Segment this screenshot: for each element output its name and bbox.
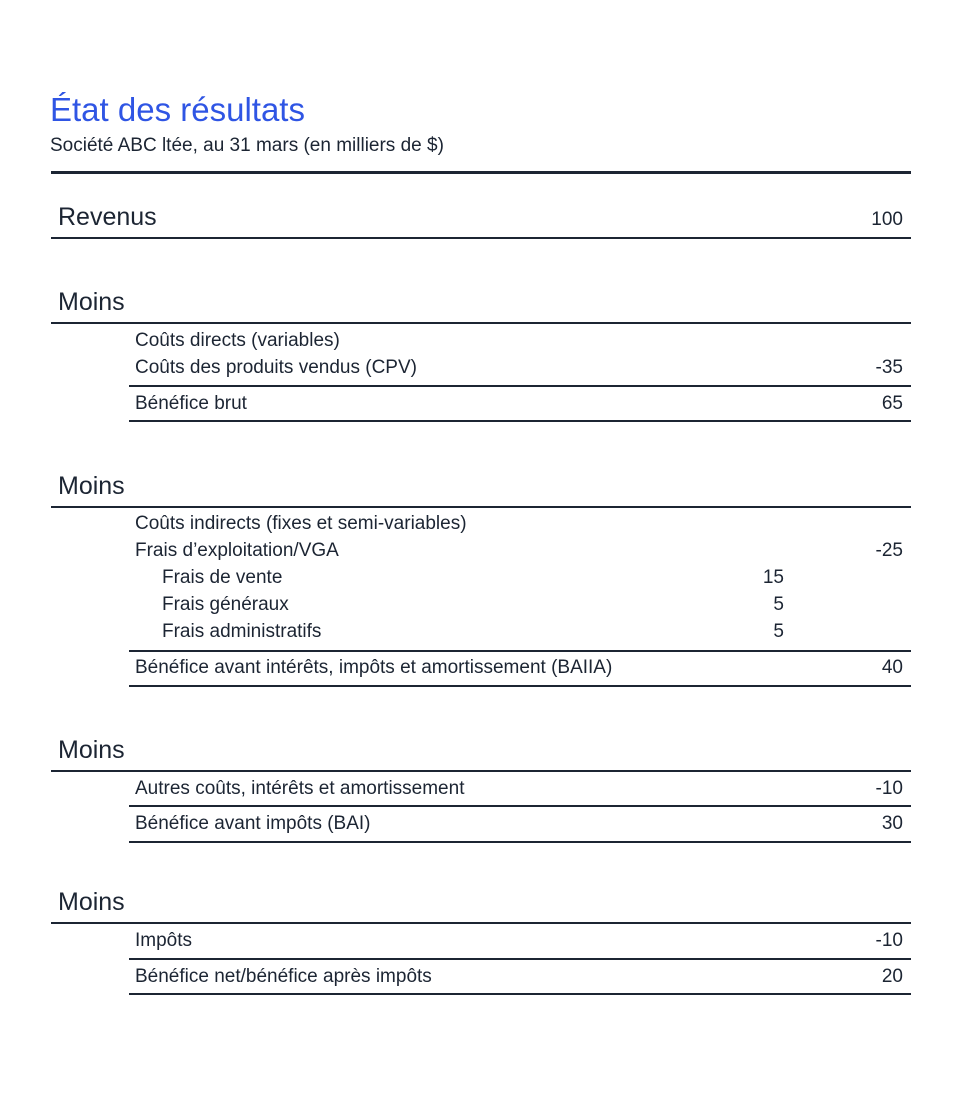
sub-item-label: Frais administratifs bbox=[162, 621, 322, 642]
header-divider bbox=[51, 171, 911, 174]
section2-line2-value: -25 bbox=[875, 540, 903, 561]
section4-end-divider bbox=[129, 993, 911, 995]
section4-line1-value: -10 bbox=[875, 930, 903, 951]
sub-item-label: Frais généraux bbox=[162, 594, 289, 615]
sub-item-value: 5 bbox=[773, 594, 784, 615]
section1-total-label: Bénéfice brut bbox=[135, 393, 247, 414]
sub-item-value: 5 bbox=[773, 621, 784, 642]
section2-total-label: Bénéfice avant intérêts, impôts et amortissement (BAIIA) bbox=[135, 657, 613, 678]
page-title: État des résultats bbox=[50, 91, 305, 128]
section2-mid-divider bbox=[129, 650, 911, 652]
page-subtitle: Société ABC ltée, au 31 mars (en milliers de $) bbox=[50, 135, 444, 156]
section3-head-divider bbox=[51, 770, 911, 772]
section1-line2: Coûts des produits vendus (CPV) bbox=[135, 357, 417, 378]
section3-end-divider bbox=[129, 841, 911, 843]
section4-head-divider bbox=[51, 922, 911, 924]
section2-line2: Frais d’exploitation/VGA bbox=[135, 540, 339, 561]
section1-mid-divider bbox=[129, 385, 911, 387]
revenus-label: Revenus bbox=[58, 203, 157, 231]
sub-item-value: 15 bbox=[762, 567, 784, 588]
section4-total-value: 20 bbox=[881, 966, 903, 987]
section1-heading: Moins bbox=[58, 288, 125, 316]
section2-head-divider bbox=[51, 506, 911, 508]
section2-heading: Moins bbox=[58, 472, 125, 500]
section4-total-label: Bénéfice net/bénéfice après impôts bbox=[135, 966, 432, 987]
revenus-value: 100 bbox=[871, 209, 903, 230]
sub-item-label: Frais de vente bbox=[162, 567, 283, 588]
revenus-divider bbox=[51, 237, 911, 239]
section1-total-value: 65 bbox=[881, 393, 903, 414]
section4-line1: Impôts bbox=[135, 930, 193, 951]
section1-line1: Coûts directs (variables) bbox=[135, 330, 340, 351]
section1-end-divider bbox=[129, 420, 911, 422]
section3-heading: Moins bbox=[58, 736, 125, 764]
section1-head-divider bbox=[51, 322, 911, 324]
section2-end-divider bbox=[129, 685, 911, 687]
section1-line2-value: -35 bbox=[875, 357, 903, 378]
section4-heading: Moins bbox=[58, 888, 125, 916]
section3-total-label: Bénéfice avant impôts (BAI) bbox=[135, 813, 371, 834]
section3-line1: Autres coûts, intérêts et amortissement bbox=[135, 778, 465, 799]
section3-line1-value: -10 bbox=[875, 778, 903, 799]
section4-mid-divider bbox=[129, 958, 911, 960]
section3-total-value: 30 bbox=[881, 813, 903, 834]
section3-mid-divider bbox=[129, 805, 911, 807]
section2-line1: Coûts indirects (fixes et semi-variables) bbox=[135, 513, 467, 534]
section2-total-value: 40 bbox=[881, 657, 903, 678]
